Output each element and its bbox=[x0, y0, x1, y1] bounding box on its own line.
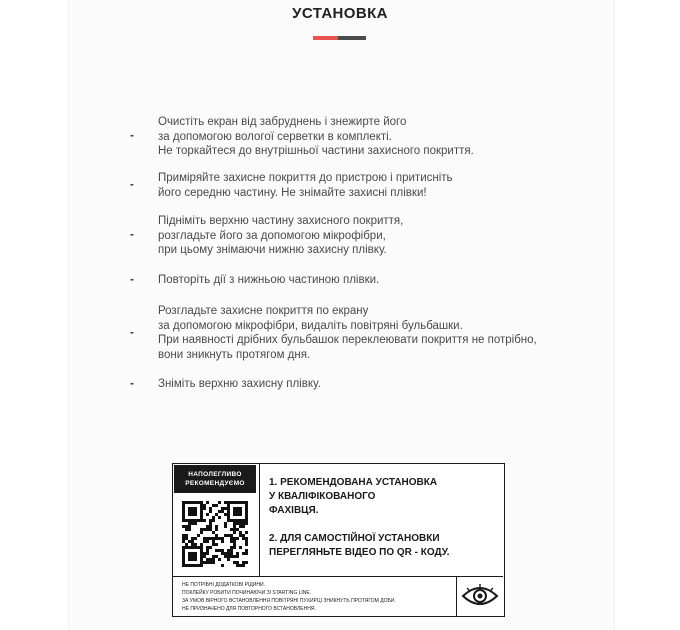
step-text: Приміряйте захисне покриття до пристрою і притисніть його середню частину. Не знімайте захисні плівки! bbox=[158, 172, 453, 199]
step-bullet: - bbox=[130, 130, 134, 142]
note-line: НЕ ПРИЗНАЧЕНО ДЛЯ ПОВТОРНОГО ВСТАНОВЛЕННЯ. bbox=[182, 606, 316, 612]
card-footer bbox=[173, 576, 503, 617]
page-title: УСТАНОВКА bbox=[292, 5, 388, 22]
qr-code-icon[interactable] bbox=[182, 501, 248, 567]
note-line: ЗА УМОВ ВІРНОГО ВСТАНОВЛЕННЯ ПОВІТРЯНІ ПУХИРЦІ ЗНИКНУТЬ ПРОТЯГОМ ДОБИ. bbox=[182, 598, 396, 604]
card-instructions bbox=[269, 476, 499, 560]
badge-text: НАПОЛЕГЛИВО РЕКОМЕНДУЄМО bbox=[185, 471, 245, 487]
step-bullet: - bbox=[130, 179, 134, 191]
eye-icon bbox=[461, 583, 499, 609]
step-bullet: - bbox=[130, 274, 134, 286]
note-line: ПОКЛЕЙКУ РОБИТИ ПОЧИНАЮЧИ ЗІ STARTING LINE. bbox=[182, 590, 312, 596]
step-text: Очистіть екран від забруднень і знежирте його за допомогою вологої серветки в комплекті. Не торкайтеся до внутрішньої частини захисного покриття. bbox=[158, 116, 474, 157]
recommendation-card bbox=[172, 463, 505, 617]
note-line: НЕ ПОТРІБНІ ДОДАТКОВІ РІДИНИ. bbox=[182, 582, 265, 588]
card-item-2: 2. ДЛЯ САМОСТІЙНОЇ УСТАНОВКИ ПЕРЕГЛЯНЬТЕ ВІДЕО ПО QR - КОДУ. bbox=[269, 533, 450, 558]
step-bullet: - bbox=[130, 327, 134, 339]
step-text: Повторіть дії з нижньою частиною плівки. bbox=[158, 274, 380, 286]
title-accent-red bbox=[313, 36, 338, 40]
card-item-1: 1. РЕКОМЕНДОВАНА УСТАНОВКА У КВАЛІФІКОВАНОГО ФАХІВЦЯ. bbox=[269, 477, 438, 516]
step-text: Розгладьте захисне покриття по екрану за допомогою мікрофібри, видаліть повітряні бульбашки. При наявності дрібних бульбашок переклеювати покриття не потрібно, вони зникнуть протягом дня. bbox=[158, 305, 537, 361]
title-accent-dark bbox=[338, 36, 366, 40]
recommend-badge bbox=[174, 465, 256, 493]
step-bullet: - bbox=[130, 229, 134, 241]
eye-box bbox=[456, 577, 504, 617]
card-notes bbox=[182, 581, 452, 613]
step-bullet: - bbox=[130, 378, 134, 390]
card-left-panel bbox=[173, 464, 260, 576]
step-text: Зніміть верхню захисну плівку. bbox=[158, 378, 321, 390]
step-text: Підніміть верхню частину захисного покриття, розгладьте його за допомогою мікрофібри, при цьому знімаючи нижню захисну плівку. bbox=[158, 215, 404, 256]
